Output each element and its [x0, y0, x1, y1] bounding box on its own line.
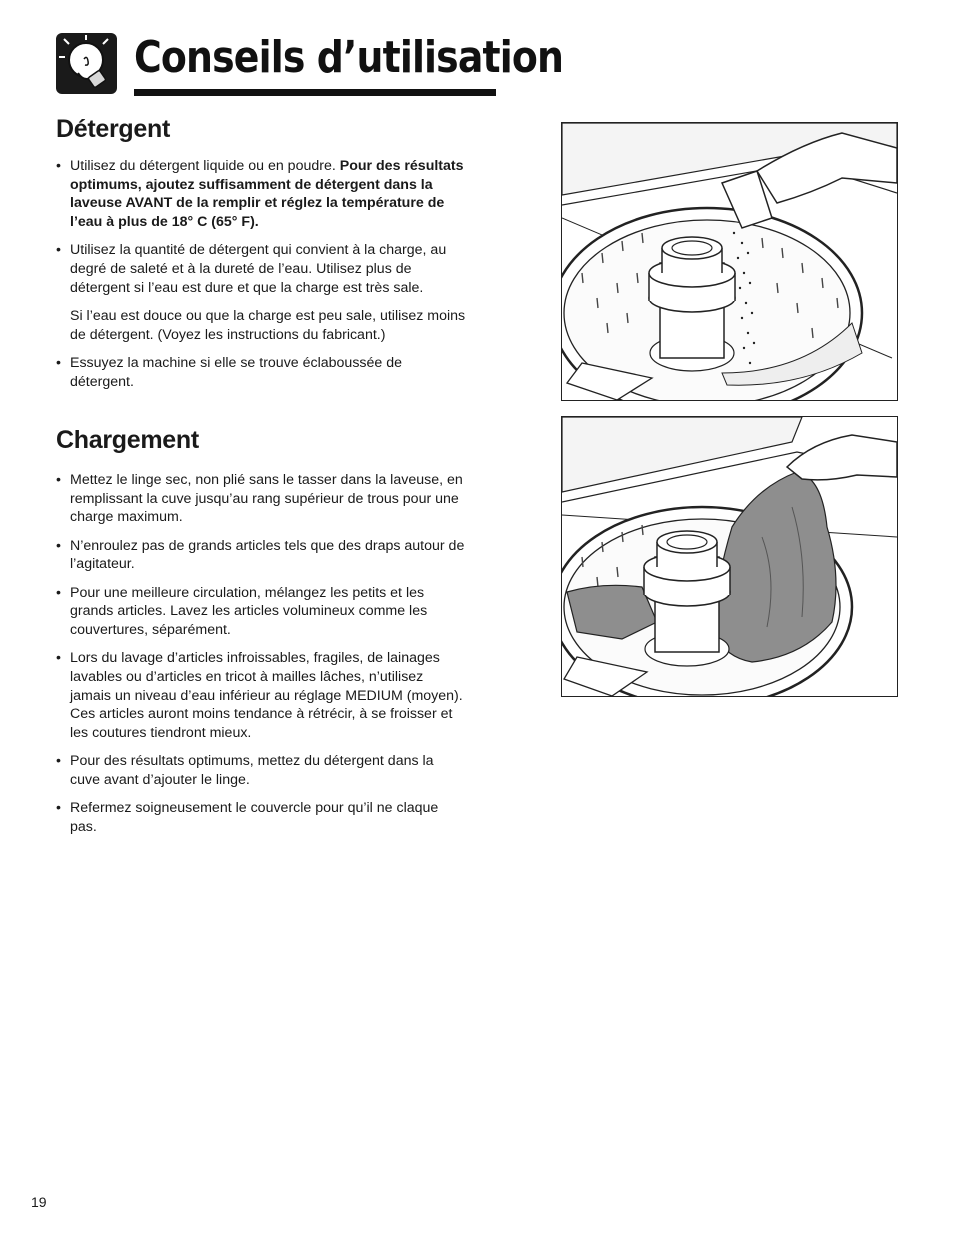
loading-bullet-text: Refermez soigneusement le couvercle pour qu’il ne claque pas. — [70, 800, 439, 835]
list-item — [56, 537, 466, 574]
detergent-bullet-2-text: Utilisez la quantité de détergent qui convient à la charge, au degré de saleté et à la dureté de l’eau. Utilisez plus de détergent si l’eau est dure et que la charge est très sale. — [70, 242, 447, 296]
loading-section — [56, 471, 466, 846]
list-item — [56, 354, 466, 391]
list-item — [56, 307, 466, 344]
detergent-bullet-3-text: Essuyez la machine si elle se trouve éclaboussée de détergent. — [70, 354, 403, 390]
page-number: 19 — [31, 1194, 47, 1210]
title-rule — [134, 89, 496, 96]
loading-illustration — [561, 416, 898, 697]
loading-bullet-text: Pour des résultats optimums, mettez du détergent dans la cuve avant d’ajouter le linge. — [70, 753, 434, 788]
detergent-note-text: Si l’eau est douce ou que la charge est peu sale, utilisez moins de détergent. (Voyez les instructions du fabricant.) — [70, 307, 466, 343]
detergent-heading: Détergent — [56, 115, 170, 143]
detergent-bullet-1-text: Utilisez du détergent liquide ou en poudre. — [70, 158, 340, 174]
list-item — [56, 799, 466, 836]
detergent-illustration — [561, 122, 898, 401]
list-item — [56, 471, 466, 527]
loading-bullet-text: Lors du lavage d’articles infroissables, fragiles, de lainages lavables ou d’articles en tricot à mailles lâches, n’utilisez jamais un niveau d’eau inférieur au réglage MEDIUM (moyen). Ces articles auront moins tendance à rétrécir, à se froisser et les coutures tiendront mieux. — [70, 650, 463, 741]
detergent-bullet-1-emphasis: Pour des résultats optimums, ajoutez suffisamment de détergent dans la laveuse AVANT de la remplir et réglez la température de l’eau à plus de 18° C (65° F). — [70, 158, 464, 231]
loading-heading: Chargement — [56, 426, 199, 454]
loading-bullet-text: N’enroulez pas de grands articles tels que des draps autour de l’agitateur. — [70, 537, 465, 573]
loading-bullet-text: Mettez le linge sec, non plié sans le tasser dans la laveuse, en remplissant la cuve jusqu’au rang supérieur de trous pour une charge maximum. — [70, 472, 463, 526]
list-item — [56, 584, 466, 640]
list-item — [56, 157, 466, 232]
list-item — [56, 752, 466, 789]
loading-bullet-text: Pour une meilleure circulation, mélangez les petits et les grands articles. Lavez les articles volumineux comme les couvertures, séparément. — [70, 584, 428, 638]
lightbulb-icon — [56, 33, 117, 94]
detergent-section — [56, 157, 466, 401]
list-item — [56, 649, 466, 743]
list-item — [56, 241, 466, 297]
page-title: Conseils d’utilisation — [134, 32, 564, 83]
